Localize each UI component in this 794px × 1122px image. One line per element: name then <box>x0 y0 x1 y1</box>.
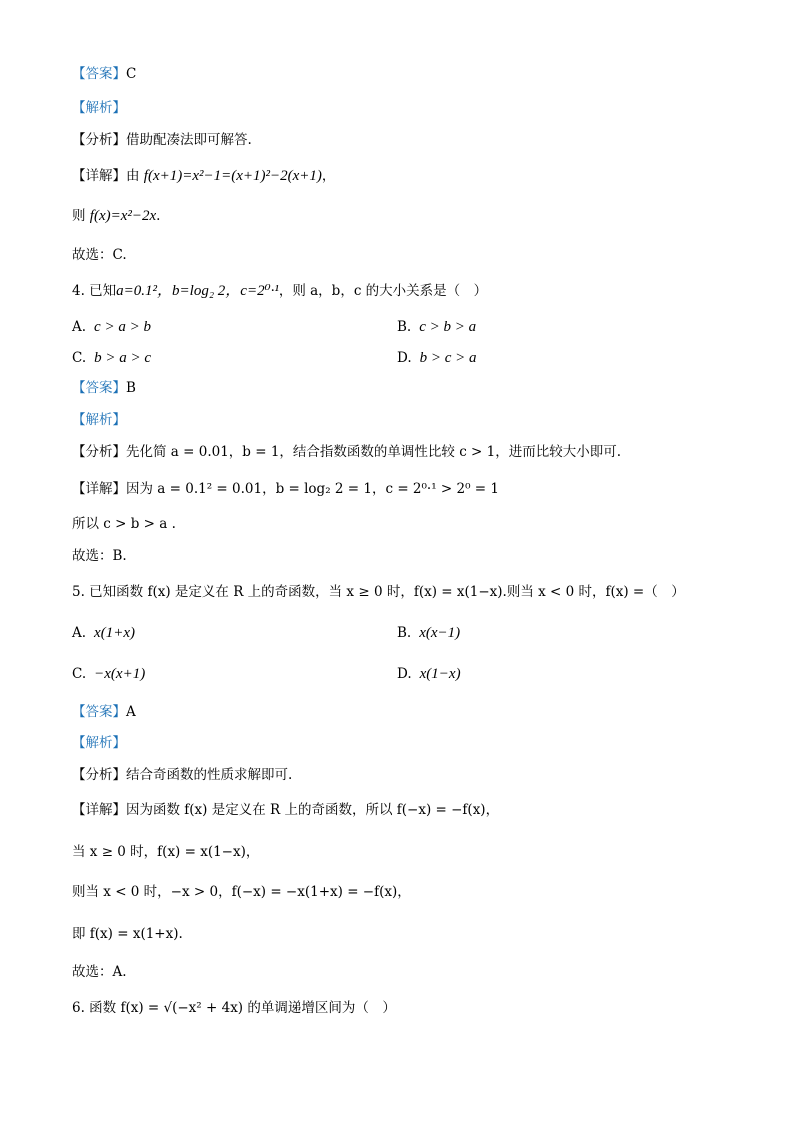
q4-option-c <box>72 348 151 368</box>
q5-option-b <box>397 623 460 643</box>
answer-tag: 【答案】 <box>72 704 126 720</box>
q5-option-c <box>72 664 145 684</box>
q5-stem: 5. 已知函数 f(x) 是定义在 R 上的奇函数，当 x ≥ 0 时，f(x) = x(1−x).则当 x < 0 时，f(x) =（ ） <box>72 584 685 600</box>
q5-detail-line <box>72 800 499 820</box>
detail-tag: 【详解】 <box>72 802 126 818</box>
option-text: c > b > a <box>419 319 477 335</box>
q4-stem-prefix: 4. 已知 <box>72 283 117 299</box>
q5-option-d <box>397 664 461 684</box>
option-letter: D. <box>397 666 412 682</box>
detail-math: f(x+1)=x²−1=(x+1)²−2(x+1) <box>143 168 322 184</box>
option-letter: B. <box>397 319 412 335</box>
q4-stem-math: a=0.1²，b=log₂ 2，c=2⁰·¹ <box>116 283 279 299</box>
fenxi-text: 结合奇函数的性质求解即可. <box>126 767 293 783</box>
fenxi-text: 借助配凑法即可解答. <box>126 132 252 148</box>
q3-detail-line <box>72 166 335 186</box>
detail-tag: 【详解】 <box>72 168 126 184</box>
q6-stem: 6. 函数 f(x) = √(−x² + 4x) 的单调递增区间为（ ） <box>72 1000 396 1016</box>
q4-answer-line <box>72 378 136 398</box>
answer-tag: 【答案】 <box>72 380 126 396</box>
option-text: −x(x+1) <box>94 666 146 682</box>
option-text: x(1−x) <box>419 666 461 682</box>
q5-analysis-line <box>72 733 126 753</box>
option-letter: A. <box>72 319 87 335</box>
q5-line4: 即 f(x) = x(1+x). <box>72 926 183 942</box>
q4-stem-suffix: ，则 a，b，c 的大小关系是（ ） <box>278 283 488 299</box>
option-letter: C. <box>72 350 87 366</box>
analysis-tag: 【解析】 <box>72 735 126 751</box>
q4-choose-line: 故选：B. <box>72 548 127 564</box>
detail-text: 因为函数 f(x) 是定义在 R 上的奇函数，所以 f(−x) = −f(x)， <box>126 802 500 818</box>
answer-tag: 【答案】 <box>72 66 126 82</box>
option-letter: B. <box>397 625 412 641</box>
then-prefix: 则 <box>72 208 90 224</box>
then-suffix: . <box>156 208 161 224</box>
option-text: b > a > c <box>94 350 152 366</box>
detail-text: 因为 a = 0.1² = 0.01，b = log₂ 2 = 1，c = 2⁰·¹ > 2⁰ = 1 <box>126 481 500 497</box>
fenxi-tag: 【分析】 <box>72 444 126 460</box>
option-text: x(x−1) <box>419 625 461 641</box>
analysis-tag: 【解析】 <box>72 412 126 428</box>
q5-line3: 则当 x < 0 时，−x > 0，f(−x) = −x(1+x) = −f(x)， <box>72 884 411 900</box>
then-math: f(x)=x²−2x <box>89 208 157 224</box>
q4-option-a <box>72 317 151 337</box>
detail-prefix: 由 <box>126 168 144 184</box>
q3-answer-line <box>72 64 136 84</box>
option-text: c > a > b <box>94 319 151 335</box>
q4-detail-line <box>72 479 499 499</box>
detail-suffix: ， <box>321 168 336 184</box>
q5-option-a <box>72 623 135 643</box>
q4-option-d <box>397 348 477 368</box>
q5-answer-line <box>72 702 136 722</box>
analysis-tag: 【解析】 <box>72 100 126 116</box>
q4-option-b <box>397 317 476 337</box>
option-text: b > c > a <box>419 350 477 366</box>
q4-stem <box>72 281 487 301</box>
option-text: x(1+x) <box>94 625 135 641</box>
answer-value: A <box>126 704 136 720</box>
q3-fenxi-line <box>72 130 252 150</box>
option-letter: A. <box>72 625 87 641</box>
q5-line2: 当 x ≥ 0 时，f(x) = x(1−x)， <box>72 844 260 860</box>
fenxi-tag: 【分析】 <box>72 767 126 783</box>
q3-choose-line: 故选：C. <box>72 247 127 263</box>
answer-value: C <box>126 66 137 82</box>
q3-then-line <box>72 206 160 226</box>
q4-analysis-line <box>72 410 126 430</box>
q5-choose-line: 故选：A. <box>72 964 127 980</box>
detail-tag: 【详解】 <box>72 481 126 497</box>
answer-value: B <box>126 380 136 396</box>
q4-so-line: 所以 c > b > a . <box>72 516 176 532</box>
fenxi-tag: 【分析】 <box>72 132 126 148</box>
option-letter: D. <box>397 350 412 366</box>
q5-fenxi-line <box>72 765 292 785</box>
q4-fenxi-line <box>72 442 621 462</box>
option-letter: C. <box>72 666 87 682</box>
fenxi-text: 先化简 a = 0.01，b = 1，结合指数函数的单调性比较 c > 1，进而比较大小即可. <box>126 444 622 460</box>
q3-analysis-line <box>72 98 126 118</box>
